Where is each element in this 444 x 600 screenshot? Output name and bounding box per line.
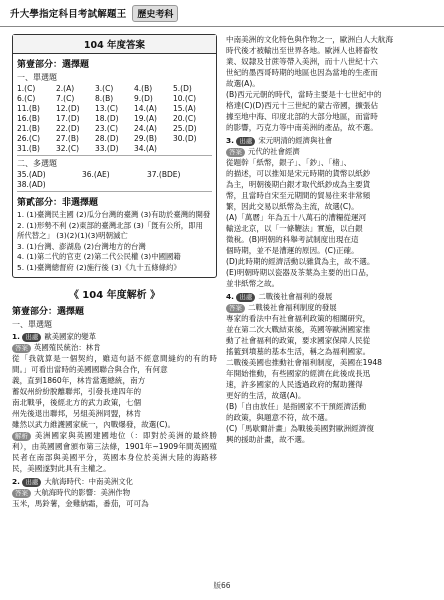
body-line: 世紀的墨西哥時期的地區也因為當地的生產而: [226, 68, 378, 77]
answer-cell: 24.(A): [134, 124, 157, 133]
body-line: 業、奴隸及甘蔗等帶入美洲，而十八世紀十六: [226, 57, 378, 66]
question-2-answer: [12, 487, 217, 498]
explain-tag: 解析: [12, 432, 31, 441]
answer-cell: 13.(C): [95, 104, 119, 113]
nonselect-answer-list: [17, 210, 212, 273]
question-3: [226, 135, 436, 289]
question-4: [226, 291, 436, 445]
source-text: 歐美國家的變革: [44, 332, 97, 341]
answer-cell: 29.(B): [134, 134, 157, 143]
body-line: 專家的看法中有社會福利政策的相關研究，: [226, 314, 371, 323]
divider: [17, 191, 212, 192]
body-line: 故選(A)。: [226, 79, 260, 88]
nonselect-answer-line: 4. (1)第二代的官吏 (2)第二代公民權 (3)中國國籍: [17, 252, 181, 261]
answer-cell: 16.(B): [17, 114, 40, 123]
option-line: 格達(C)(D)西元十三世紀的蒙古帝國，擴張佔: [226, 101, 379, 110]
answer-cell: 32.(C): [56, 144, 80, 153]
answer-cell: 15.(A): [173, 104, 196, 113]
body-line: 年開始推動，有些國家的經濟在此後成長迅: [226, 369, 371, 378]
body-line: 從「我就算是一個契約，雖這句話不經意間縫約的有的時間。」可看出當時的美國國聯合與合作，有何意: [12, 354, 217, 374]
question-1-source: [12, 331, 217, 342]
answer-cell: 6.(C): [17, 94, 36, 103]
body-line: 中南美洲的文化特色與作物之一，歐洲白人大航海: [226, 35, 394, 44]
body-line: 速，許多國家的人民透過政府的幫助獲得: [226, 380, 363, 389]
answer-tag: 答案: [12, 344, 31, 353]
answer-box-title: 104 年度答案: [13, 35, 216, 54]
question-number: 3.: [226, 136, 234, 145]
answer-cell: 8.(B): [95, 94, 114, 103]
nonselect-answer-line: 2. (1)形勢不利 (2)東部的臺灣北部 (3)「旣有公所，即用: [17, 220, 203, 230]
question-4-source: [226, 291, 436, 302]
answer-text: 二戰後社會福利制度的發展: [248, 303, 337, 312]
answer-box: [12, 34, 217, 278]
answer-part1-heading: 第壹部分：選擇題: [17, 60, 90, 70]
answer-tag: 答案: [226, 148, 245, 157]
answer-tag: 答案: [226, 304, 245, 313]
option-line: 的影響，巧克力等中南美洲的產品，故不選。: [226, 123, 378, 132]
body-line: 二戰後美國也推動社會福利制度，美國在1948: [226, 358, 383, 367]
multi-answer-grid: [17, 170, 212, 189]
answer-cell: 17.(D): [56, 114, 80, 123]
answer-cell: 34.(A): [134, 144, 157, 153]
analysis-single-heading: 一、單選題: [12, 320, 52, 329]
question-1: [12, 331, 217, 474]
option-line: (A)「萬曆」年為五十八萬石的漕糧從運河: [226, 213, 367, 222]
answer-cell: 37.(BDE): [147, 170, 181, 179]
answer-cell: 20.(C): [173, 114, 197, 123]
page-header: [0, 0, 444, 26]
answer-cell: 1.(C): [17, 84, 36, 93]
answer-cell: 36.(AE): [82, 170, 110, 179]
source-text: 二戰後社會福利的發展: [258, 292, 333, 301]
body-line: 時代後才被輸出至世界各地。歐洲人也將畜牧: [226, 46, 378, 55]
source-tag: 出處: [236, 293, 255, 302]
answer-single-heading: 一、單選題: [17, 73, 57, 82]
answer-cell: 9.(D): [134, 94, 153, 103]
left-column: [12, 34, 217, 509]
answer-cell: 4.(B): [134, 84, 153, 93]
answer-cell: 11.(B): [17, 104, 40, 113]
body-line: 義，直到1860年，林肯當選總統，南方: [12, 376, 146, 385]
question-number: 4.: [226, 292, 234, 301]
subject-badge: 歷史考科: [132, 5, 178, 22]
question-3-source: [226, 135, 436, 146]
source-text: 大航海時代：中南美洲文化: [44, 477, 134, 486]
body-line: 雖然以武力維護國家統一，內戰爆發，故選(C)。: [12, 420, 176, 429]
body-line: 南北戰爭，後經北方的武力政策，七個: [12, 398, 142, 407]
answer-cell: 25.(D): [173, 124, 197, 133]
answer-cell: 18.(D): [95, 114, 119, 123]
answer-multi-heading: 二、多選題: [17, 159, 57, 168]
source-tag: 出處: [22, 478, 41, 487]
answer-cell: 3.(C): [95, 84, 114, 93]
question-4-body: [226, 313, 436, 401]
option-line: (B)西元元朝的時代，當時主要是十七世紀中的: [226, 90, 382, 99]
answer-cell: 30.(D): [173, 134, 197, 143]
answer-cell: 22.(D): [56, 124, 80, 133]
nonselect-answer-line: 所代替之」 (3)(2)(1)(3)明朝滅亡: [17, 231, 128, 240]
page-number: 版66: [213, 581, 231, 590]
answer-text: 英國殖民統治：林肯: [34, 343, 101, 352]
answer-cell: 14.(A): [134, 104, 157, 113]
body-line: 的描述，可以推知是宋元時期的貨幣以紙鈔: [226, 169, 371, 178]
answer-part2-heading: 第貳部分：非選擇題: [17, 198, 99, 208]
answer-cell: 23.(C): [95, 124, 119, 133]
question-1-answer: [12, 342, 217, 353]
answer-cell: 12.(D): [56, 104, 80, 113]
answer-cell: 28.(D): [95, 134, 119, 143]
body-line: 為主，明朝後期白銀才取代紙鈔成為主要貨: [226, 180, 371, 189]
answer-cell: 7.(C): [56, 94, 75, 103]
option-line: 據至地中海、印度北部的大部分地區，而當時: [226, 112, 378, 121]
analysis-part1-heading: 第壹部分：選擇題: [12, 307, 85, 317]
option-line: (B)「自由放任」是指國家不干預經濟活動: [226, 402, 367, 411]
question-3-answer: [226, 146, 436, 157]
header-divider: [0, 26, 444, 27]
question-number: 1.: [12, 332, 20, 341]
body-line: 繁，因此交易以紙幣為主流，故選(C)。: [226, 202, 359, 211]
right-column: [226, 34, 436, 445]
question-number: 2.: [12, 477, 20, 486]
question-1-explanation: [12, 430, 217, 474]
answer-cell: 5.(D): [173, 84, 192, 93]
nonselect-answer-line: 1. (1)臺灣民主國 (2)瓜分台灣的臺灣 (3)有助於臺灣的開發: [17, 210, 211, 219]
answer-cell: 33.(D): [95, 144, 119, 153]
option-line: (C)「馬歇爾計畫」為戰後美國對歐洲經濟復: [226, 424, 374, 433]
question-2: [12, 476, 217, 509]
question-2-body: 玉米，馬鈴薯，金雞納霜，番茄，可可為: [12, 499, 149, 508]
body-line: 蓄奴州紛紛脫離聯邦，引發長達四年的: [12, 387, 142, 396]
answer-cell: 35.(AD): [17, 170, 46, 179]
explain-text-2: 的海路移民，美國遂對此具有主權之。: [12, 453, 218, 473]
answer-cell: 10.(C): [173, 94, 197, 103]
question-1-body: [12, 353, 217, 430]
option-line: 的政策，與題意不符，故不選。: [226, 413, 333, 422]
source-tag: 出處: [22, 333, 41, 342]
answer-cell: 38.(AD): [17, 180, 46, 189]
body-line: 從題幹「紙幣，銀子」、「鈔」、「楮」、: [226, 158, 352, 167]
option-line: (D)此時期的經濟活動以雜貨為主，故不選。: [226, 257, 375, 266]
explain-text: 美洲國家與英國建國地位（：即對於美洲的最終勝利），由英國國會頒布第三法條，1901年~1909年間英國殖民者在南部與美國平分，英國本身位於美洲大陸: [12, 431, 217, 462]
option-line: 個時期，並不是漕運的原因。(C)正確。: [226, 246, 359, 255]
option-line: 徵稅。(B)明朝的科舉考試制度出現在這: [226, 235, 359, 244]
body-line: 搖籃到墳墓的基本生活，稱之為福利國家。: [226, 347, 371, 356]
question-4-answer: [226, 302, 436, 313]
answer-cell: 19.(A): [134, 114, 157, 123]
continued-options: [226, 89, 436, 133]
book-title: 升大學指定科目考試解題王: [10, 9, 127, 20]
body-line: 幣，且當時自宋至元期間的貿易往來非常頻: [226, 191, 371, 200]
option-line: 並非紙幣之故。: [226, 279, 280, 288]
divider: [17, 155, 212, 156]
source-text: 宋元明清的經濟與社會: [258, 136, 333, 145]
question-3-body: [226, 157, 436, 212]
analysis-title: 《 104 年度解析 》: [68, 290, 161, 301]
answer-tag: 答案: [12, 489, 31, 498]
nonselect-answer-line: 5. (1)臺灣總督府 (2)施行後 (3)《九十五條條約》: [17, 262, 181, 272]
single-answer-grid: [17, 84, 212, 153]
body-line: 動了社會福利的政策，要求國家保障人民從: [226, 336, 371, 345]
body-line: 並在第二次大戰結束後，英國等歐洲國家推: [226, 325, 371, 334]
question-3-options: [226, 212, 436, 289]
source-tag: 出處: [236, 137, 255, 146]
answer-cell: 26.(C): [17, 134, 41, 143]
option-line: 輸送北京，以「一條鞭法」實施，以白銀: [226, 224, 363, 233]
answer-cell: 27.(B): [56, 134, 79, 143]
continued-text: [226, 34, 436, 89]
option-line: 興的援助計畫，故不選。: [226, 435, 310, 444]
answer-cell: 21.(B): [17, 124, 40, 133]
body-line: 更好的生活，故選(A)。: [226, 391, 306, 400]
nonselect-answer-line: 3. (1)台灣、澎湖島 (2)台灣地方的台灣: [17, 241, 146, 251]
answer-text: 元代的社會經濟: [248, 147, 300, 156]
question-2-source: [12, 476, 217, 487]
answer-cell: 31.(B): [17, 144, 40, 153]
option-line: (E)明朝時期以瓷器及茶葉為主要的出口品，: [226, 268, 374, 277]
answer-text: 大航海時代的影響：美洲作物: [34, 488, 131, 497]
body-line: 州先後退出聯邦，另組美洲同盟，林肯: [12, 409, 142, 418]
question-4-options: [226, 401, 436, 445]
answer-cell: 2.(A): [56, 84, 75, 93]
